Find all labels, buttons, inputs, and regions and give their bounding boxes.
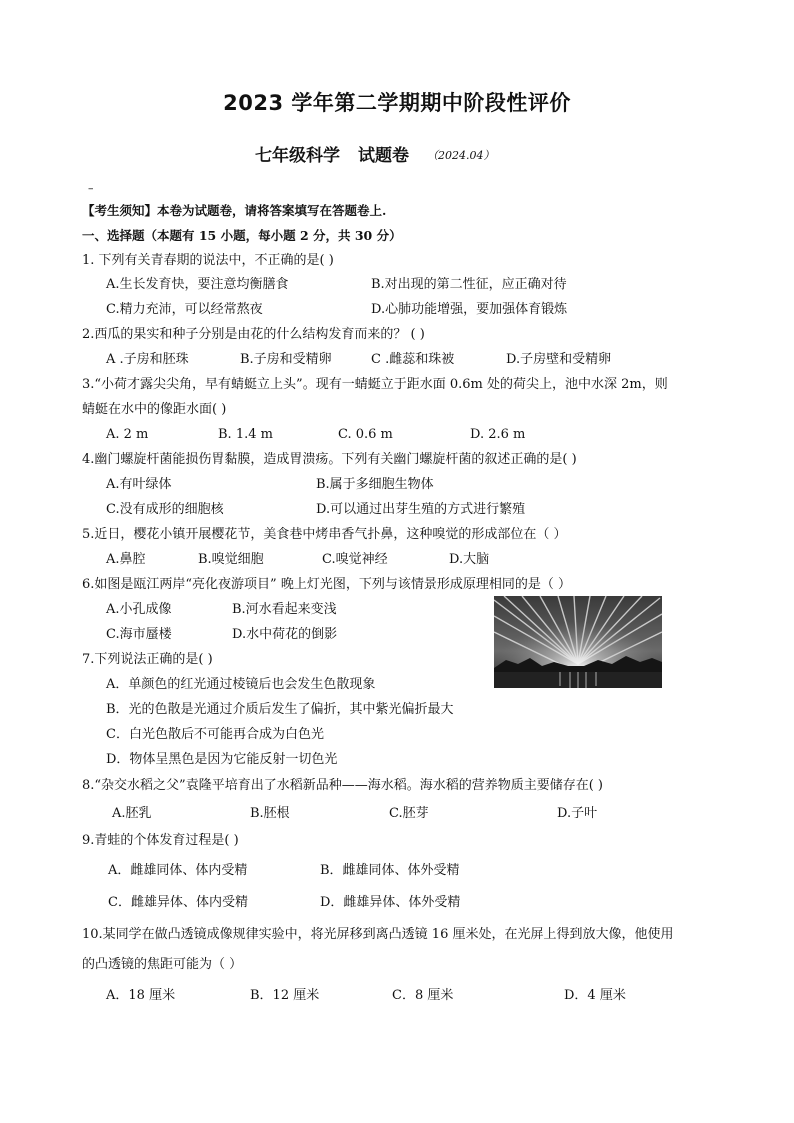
question-2-option-b: B.子房和受精卵: [240, 352, 332, 367]
question-8-option-a: A.胚乳: [112, 806, 152, 821]
question-6-option-d: D.水中荷花的倒影: [232, 627, 338, 642]
question-10-option-d: D．4 厘米: [564, 988, 626, 1003]
question-10-option-c: C．8 厘米: [392, 988, 454, 1003]
question-3-option-c: C. 0.6 m: [338, 427, 393, 442]
question-4-option-a: A.有叶绿体: [106, 477, 172, 492]
light-show-illustration: [494, 596, 662, 688]
question-7-option-d: D．物体呈黑色是因为它能反射一切色光: [106, 752, 338, 767]
question-6-option-c: C.海市蜃楼: [106, 627, 172, 642]
question-3-option-d: D. 2.6 m: [470, 427, 526, 442]
question-4-option-c: C.没有成形的细胞核: [106, 502, 224, 517]
question-2-option-a: A .子房和胚珠: [106, 352, 189, 367]
exam-date: （2024.04）: [427, 149, 495, 162]
question-9-option-a: A．雌雄同体、体内受精: [108, 863, 248, 878]
question-8-option-c: C.胚芽: [389, 806, 429, 821]
question-10-option-a: A．18 厘米: [106, 988, 176, 1003]
question-6-stem: 6.如图是瓯江两岸“亮化夜游项目” 晚上灯光图，下列与该情景形成原理相同的是（ ）: [82, 577, 571, 592]
question-7-option-a: A．单颜色的红光通过棱镜后也会发生色散现象: [106, 677, 376, 692]
question-10-stem-line-1: 10.某同学在做凸透镜成像规律实验中，将光屏移到离凸透镜 16 厘米处，在光屏上得到放大像，他使用: [82, 927, 674, 942]
question-3-stem-line-1: 3.“小荷才露尖尖角，早有蜻蜓立上头”。现有一蜻蜓立于距水面 0.6m 处的荷尖上，池中水深 2m，则: [82, 377, 668, 392]
question-10-option-b: B．12 厘米: [250, 988, 320, 1003]
question-9-option-b: B．雌雄同体、体外受精: [320, 863, 460, 878]
question-10-stem-line-2: 的凸透镜的焦距可能为（ ）: [82, 957, 243, 972]
question-3-option-a: A. 2 m: [106, 427, 149, 442]
question-8-option-d: D.子叶: [557, 806, 598, 821]
question-9-stem: 9.青蛙的个体发育过程是( ): [82, 833, 239, 848]
question-5-stem: 5.近日，樱花小镇开展樱花节，美食巷中烤串香气扑鼻，这种嗅觉的形成部位在（ ）: [82, 527, 567, 542]
question-5-option-b: B.嗅觉细胞: [198, 552, 264, 567]
question-4-option-d: D.可以通过出芽生殖的方式进行繁殖: [316, 502, 526, 517]
question-1-option-a: A.生长发育快，要注意均衡膳食: [106, 277, 289, 292]
paper-type-label: 试题卷: [358, 146, 409, 166]
light-show-photo: [494, 596, 662, 688]
question-1-option-c: C.精力充沛，可以经常熬夜: [106, 302, 263, 317]
question-9-option-c: C．雌雄异体、体内受精: [108, 895, 248, 910]
section-heading: 一、选择题（本题有 15 小题，每小题 2 分，共 30 分）: [82, 228, 402, 243]
question-8-option-b: B.胚根: [250, 806, 290, 821]
exam-subtitle: [255, 143, 495, 169]
question-7-option-c: C．白光色散后不可能再合成为白色光: [106, 727, 324, 742]
question-6-option-a: A.小孔成像: [106, 602, 172, 617]
question-7-stem: 7.下列说法正确的是( ): [82, 652, 213, 667]
question-2-option-c: C .雌蕊和珠被: [371, 352, 455, 367]
question-4-option-b: B.属于多细胞生物体: [316, 477, 434, 492]
question-3-option-b: B. 1.4 m: [218, 427, 273, 442]
question-3-stem-line-2: 蜻蜓在水中的像距水面( ): [82, 402, 227, 417]
question-6-option-b: B.河水看起来变浅: [232, 602, 337, 617]
tick-mark: –: [88, 182, 94, 195]
question-5-option-c: C.嗅觉神经: [322, 552, 388, 567]
question-8-stem: 8.“杂交水稻之父”袁隆平培育出了水稻新品种——海水稻。海水稻的营养物质主要储存在( ): [82, 778, 603, 793]
question-1-option-d: D.心肺功能增强，要加强体育锻炼: [371, 302, 568, 317]
exam-title: 2023 学年第二学期期中阶段性评价: [223, 91, 571, 115]
question-1-option-b: B.对出现的第二性征，应正确对待: [371, 277, 567, 292]
candidate-notice: 【考生须知】本卷为试题卷，请将答案填写在答题卷上.: [82, 203, 387, 218]
question-7-option-b: B．光的色散是光通过介质后发生了偏折，其中紫光偏折最大: [106, 702, 454, 717]
question-5-option-d: D.大脑: [449, 552, 490, 567]
question-1-stem: 1. 下列有关青春期的说法中，不正确的是( ): [82, 253, 334, 268]
question-2-option-d: D.子房壁和受精卵: [506, 352, 612, 367]
question-5-option-a: A.鼻腔: [106, 552, 146, 567]
subject-label: 七年级科学: [255, 146, 340, 166]
question-9-option-d: D．雌雄异体、体外受精: [320, 895, 461, 910]
question-2-stem: 2.西瓜的果实和种子分别是由花的什么结构发育而来的？ ( ): [82, 327, 425, 342]
question-4-stem: 4.幽门螺旋杆菌能损伤胃黏膜，造成胃溃疡。下列有关幽门螺旋杆菌的叙述正确的是( ): [82, 452, 577, 467]
